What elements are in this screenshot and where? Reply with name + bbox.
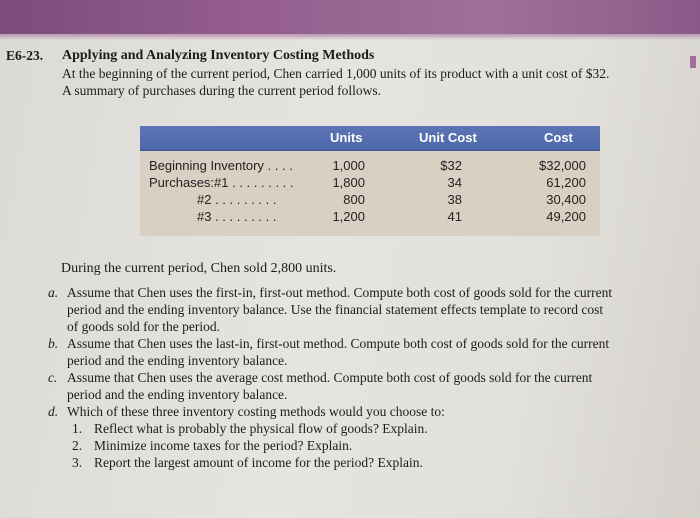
intro-line: A summary of purchases during the current period follows. bbox=[62, 83, 382, 98]
question-parts bbox=[48, 284, 688, 471]
row-unit-cost: 34 bbox=[447, 175, 462, 190]
subquestion-label: 3. bbox=[72, 455, 83, 470]
subquestion-text: Reflect what is probably the physical flow of goods? Explain. bbox=[94, 421, 428, 436]
row-label: #3 . . . . . . . . . bbox=[197, 209, 277, 224]
row-cost: 30,400 bbox=[546, 192, 586, 207]
part-line: period and the ending inventory balance. bbox=[67, 387, 288, 402]
part-line: Assume that Chen uses the last-in, first-out method. Compute both cost of goods sold for the current bbox=[67, 336, 610, 351]
units-sold-statement: During the current period, Chen sold 2,800 units. bbox=[61, 261, 337, 276]
row-cost: 61,200 bbox=[546, 175, 586, 190]
part-line: period and the ending inventory balance. Use the financial statement effects template to record cost bbox=[67, 302, 604, 317]
question-part-c bbox=[48, 369, 688, 403]
row-units: 1,200 bbox=[332, 209, 365, 224]
row-label: #2 . . . . . . . . . bbox=[197, 192, 277, 207]
part-label: d. bbox=[48, 404, 59, 419]
row-label: Purchases:#1 . . . . . . . . . bbox=[149, 175, 294, 190]
row-units: 800 bbox=[343, 192, 365, 207]
part-line: of goods sold for the period. bbox=[67, 319, 220, 334]
question-part-a bbox=[48, 284, 688, 335]
row-cost: 49,200 bbox=[546, 209, 586, 224]
header-units: Units bbox=[330, 130, 363, 145]
intro-line: At the beginning of the current period, Chen carried 1,000 units of its product with a unit cost of $32. bbox=[62, 66, 610, 81]
top-color-band bbox=[0, 0, 700, 34]
table-header bbox=[140, 126, 600, 151]
row-unit-cost: 38 bbox=[447, 192, 462, 207]
subquestion-item bbox=[72, 454, 688, 471]
question-part-b bbox=[48, 335, 688, 369]
exercise-intro bbox=[62, 65, 692, 99]
subquestion-list bbox=[48, 420, 688, 471]
part-line: Assume that Chen uses the first-in, first-out method. Compute both cost of goods sold for the current bbox=[67, 285, 613, 300]
part-line: Which of these three inventory costing methods would you choose to: bbox=[67, 404, 445, 419]
question-part-d bbox=[48, 403, 688, 420]
subquestion-item bbox=[72, 420, 688, 437]
subquestion-label: 1. bbox=[72, 421, 83, 436]
part-label: c. bbox=[48, 370, 58, 385]
purchases-table bbox=[140, 126, 600, 236]
header-unit-cost: Unit Cost bbox=[419, 130, 477, 145]
subquestion-text: Minimize income taxes for the period? Explain. bbox=[94, 438, 353, 453]
part-label: b. bbox=[48, 336, 59, 351]
exercise-title: Applying and Analyzing Inventory Costing Methods bbox=[62, 48, 375, 63]
header-cost: Cost bbox=[544, 130, 573, 145]
row-label: Beginning Inventory . . . . bbox=[149, 158, 293, 173]
row-units: 1,000 bbox=[332, 158, 365, 173]
part-label: a. bbox=[48, 285, 59, 300]
part-line: Assume that Chen uses the average cost method. Compute both cost of goods sold for the current bbox=[67, 370, 593, 385]
exercise-number: E6-23. bbox=[6, 48, 44, 63]
part-line: period and the ending inventory balance. bbox=[67, 353, 288, 368]
row-cost: $32,000 bbox=[539, 158, 586, 173]
row-units: 1,800 bbox=[332, 175, 365, 190]
subquestion-text: Report the largest amount of income for the period? Explain. bbox=[94, 455, 423, 470]
row-unit-cost: 41 bbox=[447, 209, 462, 224]
subquestion-label: 2. bbox=[72, 438, 83, 453]
row-unit-cost: $32 bbox=[440, 158, 462, 173]
subquestion-item bbox=[72, 437, 688, 454]
